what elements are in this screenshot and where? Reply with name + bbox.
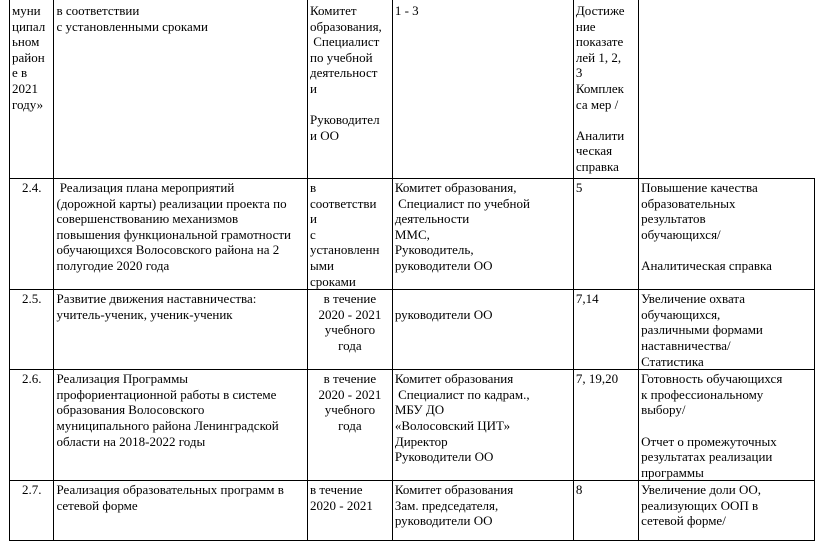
row-number-cell: 2.6. [10,370,54,481]
result-cell: Повышение качества образовательных результатов обучающихся/ Аналитическая справка [639,179,815,290]
responsible-cell: руководители ОО [392,290,573,370]
deadline-cell: в течение 2020 - 2021 учебного года [307,370,392,481]
plan-table [9,0,815,541]
indicator-cell: 5 [573,179,638,290]
result-cell: Увеличение охвата обучающихся, различными формами наставничества/ Статистика [639,290,815,370]
deadline-cell: в течение 2020 - 2021 учебного года [307,290,392,370]
table-row [10,290,815,370]
task-cell: Реализация плана мероприятий (дорожной карты) реализации проекта по совершенствованию механизмов повышения функциональной грамотности обучающихся Волосовского района на 2 полугодие 2020 года [54,179,308,290]
indicator-cell: 1 - 3 [392,0,573,179]
empty-cell [639,0,815,179]
indicator-cell: 7, 19,20 [573,370,638,481]
deadline-cell: в соответстви и с установленн ыми сроками [307,179,392,290]
result-cell: Увеличение доли ОО, реализующих ООП в сетевой форме/ [639,481,815,541]
responsible-cell: Комитет образования Специалист по кадрам., МБУ ДО «Волосовский ЦИТ» Директор Руководители ОО [392,370,573,481]
table-row [10,370,815,481]
row-number-cell: муни ципал ьном район е в 2021 году» [10,0,54,179]
table-row [10,179,815,290]
result-cell: Готовность обучающихся к профессиональному выбору/ Отчет о промежуточных результатах реализации программы [639,370,815,481]
table-row [10,0,815,179]
task-cell: Реализация Программы профориентационной работы в системе образования Волосовского муниципального района Ленинградской области на 2018-2022 годы [54,370,308,481]
indicator-cell: 8 [573,481,638,541]
responsible-cell: Комитет образования Зам. председателя, руководители ОО [392,481,573,541]
row-number-cell: 2.7. [10,481,54,541]
row-number-cell: 2.5. [10,290,54,370]
task-cell: в соответствии с установленными сроками [54,0,308,179]
indicator-cell: 7,14 [573,290,638,370]
deadline-cell: в течение 2020 - 2021 [307,481,392,541]
responsible-cell: Комитет образования, Специалист по учебной деятельности ММС, Руководитель, руководители ОО [392,179,573,290]
task-cell: Развитие движения наставничества: учитель-ученик, ученик-ученик [54,290,308,370]
responsible-cell: Комитет образования, Специалист по учебной деятельност и Руководител и ОО [307,0,392,179]
task-cell: Реализация образовательных программ в сетевой форме [54,481,308,541]
table-row [10,481,815,541]
row-number-cell: 2.4. [10,179,54,290]
result-cell: Достиже ние показате лей 1, 2, 3 Комплек са мер / Аналити ческая справка [573,0,638,179]
